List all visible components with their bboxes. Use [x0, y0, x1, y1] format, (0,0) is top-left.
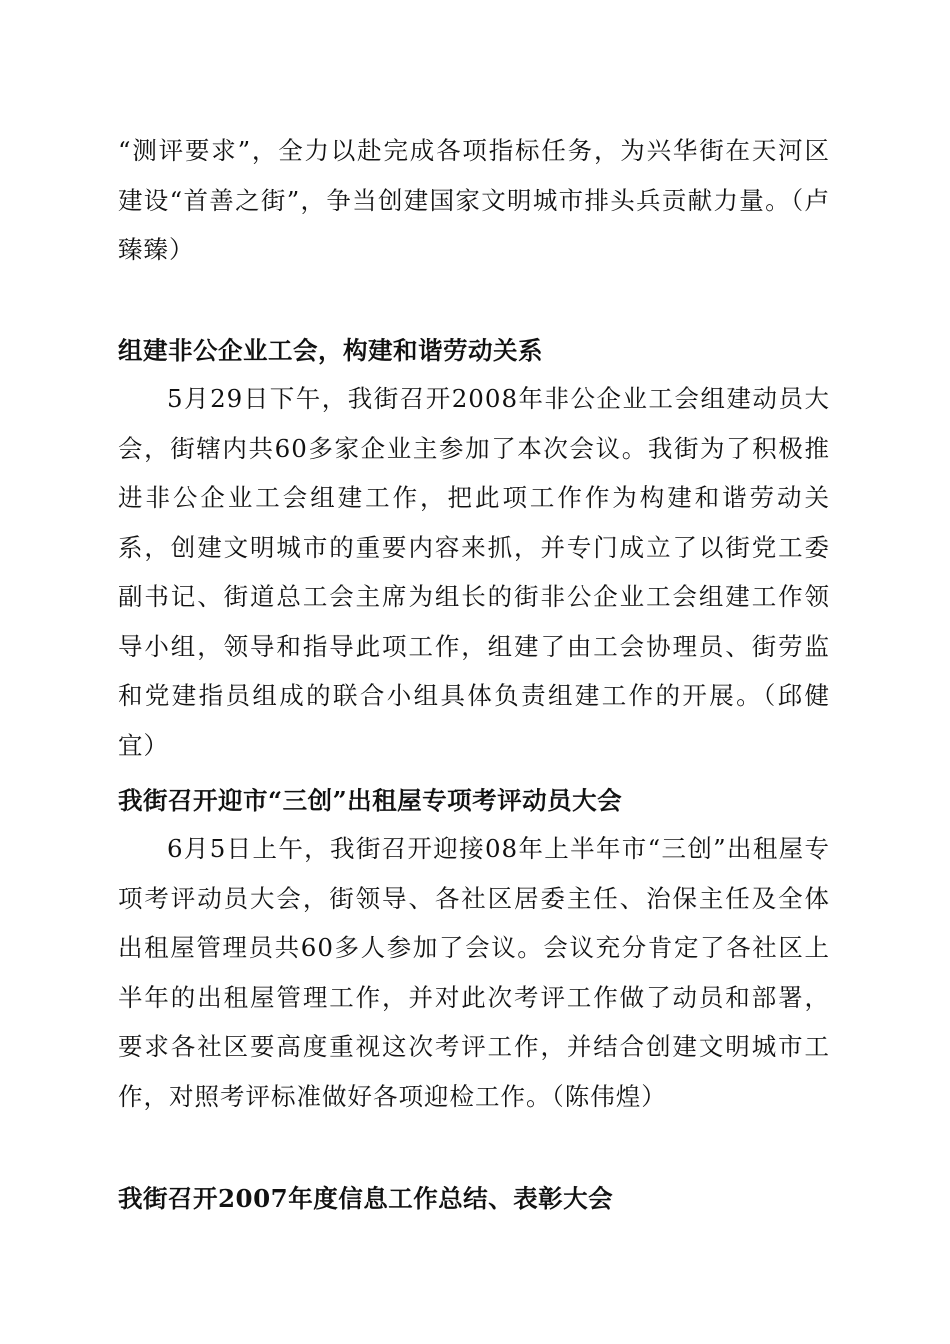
section-heading-union: 组建非公企业工会，构建和谐劳动关系 — [118, 336, 543, 365]
article-continuation-paragraph: “测评要求”，全力以赴完成各项指标任务，为兴华街在天河区建设“首善之街”，争当创建国家文明城市排头兵贡献力量。（卢臻臻） — [118, 136, 830, 264]
section-heading-rental: 我街召开迎市“三创”出租屋专项考评动员大会 — [118, 786, 623, 815]
section-body-union: 5月29日下午，我街召开2008年非公企业工会组建动员大会，街辖内共60多家企业主参加了本次会议。我街为了积极推进非公企业工会组建工作，把此项工作作为构建和谐劳动关系，创建文明城市的重要内容来抓，并专门成立了以街党工委副书记、街道总工会主席为组长的街非公企业工会组建工作领导小组，领导和指导此项工作，组建了由工会协理员、街劳监和党建指员组成的联合小组具体负责组建工作的开展。（邱健宜） — [118, 384, 830, 760]
section-body-rental: 6月5日上午，我街召开迎接08年上半年市“三创”出租屋专项考评动员大会，街领导、各社区居委主任、治保主任及全体出租屋管理员共60多人参加了会议。会议充分肯定了各社区上半年的出租屋管理工作，并对此次考评工作做了动员和部署，要求各社区要高度重视这次考评工作，并结合创建文明城市工作，对照考评标准做好各项迎检工作。（陈伟煌） — [118, 834, 830, 1111]
section-heading-info-work: 我街召开2007年度信息工作总结、表彰大会 — [118, 1184, 614, 1213]
